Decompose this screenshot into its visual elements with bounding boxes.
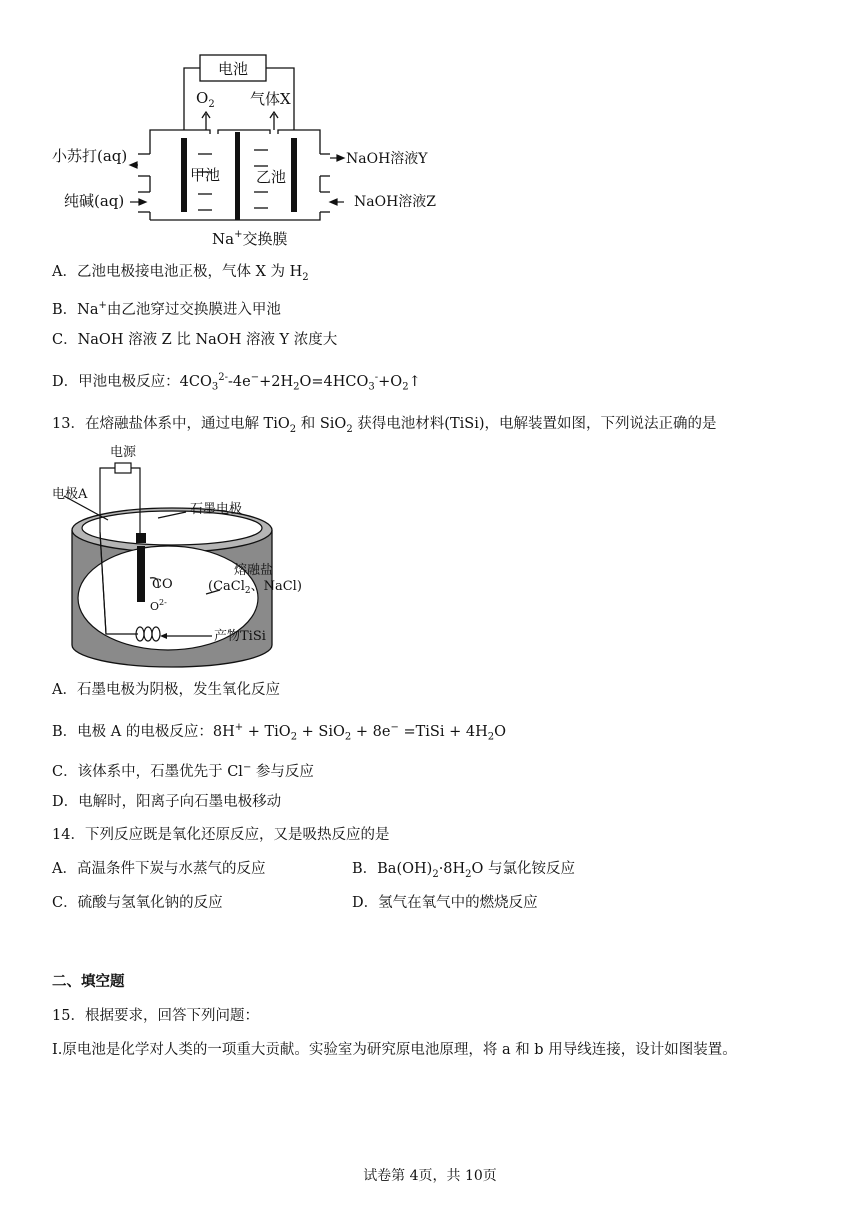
- cell-b-label: 乙池: [256, 168, 287, 186]
- q15-part1: Ⅰ.原电池是化学对人类的一项重大贡献。实验室为研究原电池原理，将 a 和 b 用导线连接，设计如图装置。: [52, 1042, 737, 1058]
- figure-molten-salt-cell: [40, 440, 320, 672]
- q12-option-a: A．乙池电极接电池正极，气体 X 为 $H_2$: [52, 264, 309, 283]
- membrane-label: Na+交换膜: [212, 229, 288, 248]
- molten-salt-title: 熔融盐: [234, 563, 274, 578]
- electrode-a-label: 电极A: [52, 487, 88, 502]
- section-heading: 二、填空题: [52, 973, 125, 990]
- q13-option-c: C．该体系中，石墨优先于 Cl− 参与反应: [52, 762, 314, 780]
- q15-stem: 15．根据要求，回答下列问题：: [52, 1008, 259, 1024]
- gas-x-label: 气体X: [250, 90, 291, 108]
- figure-electrolysis-cell: [40, 52, 520, 252]
- molten-salt-composition: (CaCl$_2$、NaCl): [208, 579, 302, 596]
- co-label: CO: [152, 577, 173, 592]
- o2-ion-label: $O^{2-}$: [150, 598, 167, 613]
- q14-option-c: C．硫酸与氢氧化钠的反应: [52, 895, 223, 911]
- q13-stem: 13．在熔融盐体系中，通过电解 TiO$_2$ 和 SiO$_2$ 获得电池材料(TiSi)，电解装置如图，下列说法正确的是: [52, 416, 717, 435]
- q14-stem: 14．下列反应既是氧化还原反应，又是吸热反应的是: [52, 827, 390, 843]
- cell-a-label: 甲池: [190, 166, 221, 184]
- page-footer: 试卷第 4页，共 10页: [363, 1168, 497, 1184]
- product-tisi-label: 产物TiSi: [214, 629, 266, 644]
- right-outlet-label: NaOH溶液Y: [346, 151, 428, 167]
- q14-option-b: B．$Ba(OH)_2\cdot 8H_2O$ 与氯化铵反应: [352, 861, 576, 880]
- q13-option-d: D．电解时，阳离子向石墨电极移动: [52, 794, 282, 810]
- q14-option-d: D．氢气在氧气中的燃烧反应: [352, 895, 538, 911]
- right-inlet-label: NaOH溶液Z: [354, 194, 437, 210]
- left-outlet-label: 小苏打(aq): [52, 147, 128, 165]
- q12-option-d: D．甲池电极反应：$4CO_3^{2-}-4e^-+2H_2O=4HCO_3^-+O_2↑$: [52, 372, 421, 393]
- q14-option-a: A．高温条件下炭与水蒸气的反应: [52, 861, 266, 877]
- q12-option-b: B．Na+由乙池穿过交换膜进入甲池: [52, 300, 281, 318]
- power-label: 电源: [110, 445, 137, 460]
- battery-label: 电池: [217, 60, 249, 78]
- graphite-label: 石墨电极: [190, 502, 243, 517]
- q12-option-c: C．NaOH 溶液 Z 比 NaOH 溶液 Y 浓度大: [52, 332, 338, 348]
- left-inlet-label: 纯碱(aq): [64, 192, 125, 210]
- q13-option-b: B．电极 A 的电极反应：8H+ + TiO$_2$ + SiO$_2$ + 8e− =TiSi + $4H_2O$: [52, 722, 506, 743]
- q13-option-a: A．石墨电极为阴极，发生氧化反应: [52, 682, 280, 698]
- o2-label: $O_2$: [196, 89, 215, 110]
